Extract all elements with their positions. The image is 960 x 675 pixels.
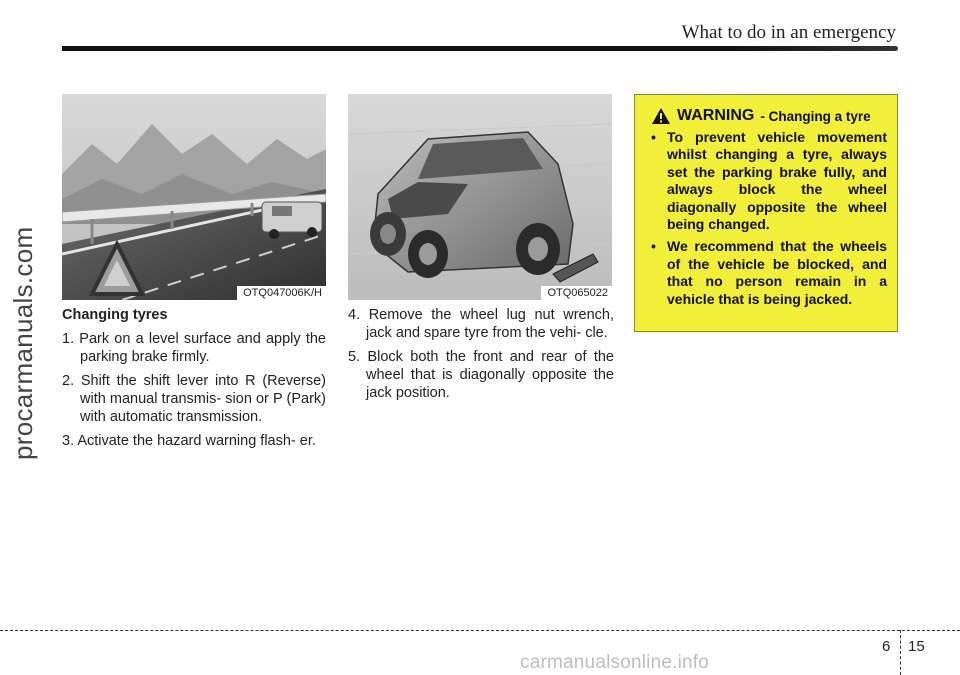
warning-item-text: We recommend that the wheels of the vehicle be blocked, and that no person remain in a vehicle that is being jacked.: [667, 238, 887, 307]
step-item: 4. Remove the wheel lug nut wrench, jack and spare tyre from the vehi- cle.: [348, 307, 614, 341]
warning-item-text: To prevent vehicle movement whilst changing a tyre, always set the parking brake fully, and always block the wheel diagonally opposite the wheel being changed.: [667, 129, 887, 233]
figure-code: OTQ065022: [541, 286, 612, 300]
figure-van-spare-tyre: [348, 94, 612, 300]
bullet-icon: •: [651, 238, 656, 255]
van-illustration: [348, 94, 612, 300]
middle-text-column: [348, 306, 614, 408]
step-item: 2. Shift the shift lever into R (Reverse) with manual transmis- sion or P (Park) with automatic transmission.: [62, 373, 326, 425]
warning-item: [645, 129, 887, 233]
step-item: 5. Block both the front and rear of the wheel that is diagonally opposite the jack position.: [348, 349, 614, 401]
side-watermark: procarmanuals.com: [8, 226, 38, 460]
step-item: 3. Activate the hazard warning flash- er.: [62, 433, 316, 449]
header-title: What to do in an emergency: [681, 22, 896, 43]
bottom-watermark: carmanualsonline.info: [520, 652, 710, 673]
warning-item: [645, 238, 887, 308]
header-rule: [62, 46, 898, 51]
left-text-column: [62, 306, 326, 456]
warning-list: [645, 129, 887, 308]
warning-triangle-icon: [651, 107, 671, 125]
road-illustration: [62, 94, 326, 300]
figure-road-warning-triangle: [62, 94, 326, 300]
page-chapter: 6: [882, 638, 891, 655]
section-title: Changing tyres: [62, 307, 168, 323]
warning-header: [651, 107, 897, 125]
footer-rule: [0, 630, 960, 631]
warning-label: WARNING: [677, 107, 755, 124]
bullet-icon: •: [651, 129, 656, 145]
footer-divider: [900, 630, 901, 675]
warning-subtitle: - Changing a tyre: [760, 108, 871, 124]
step-item: 1. Park on a level surface and apply the parking brake firmly.: [62, 331, 326, 365]
page-number: 15: [908, 638, 925, 655]
warning-box: [634, 94, 898, 332]
figure-code: OTQ047006K/H: [237, 286, 326, 300]
